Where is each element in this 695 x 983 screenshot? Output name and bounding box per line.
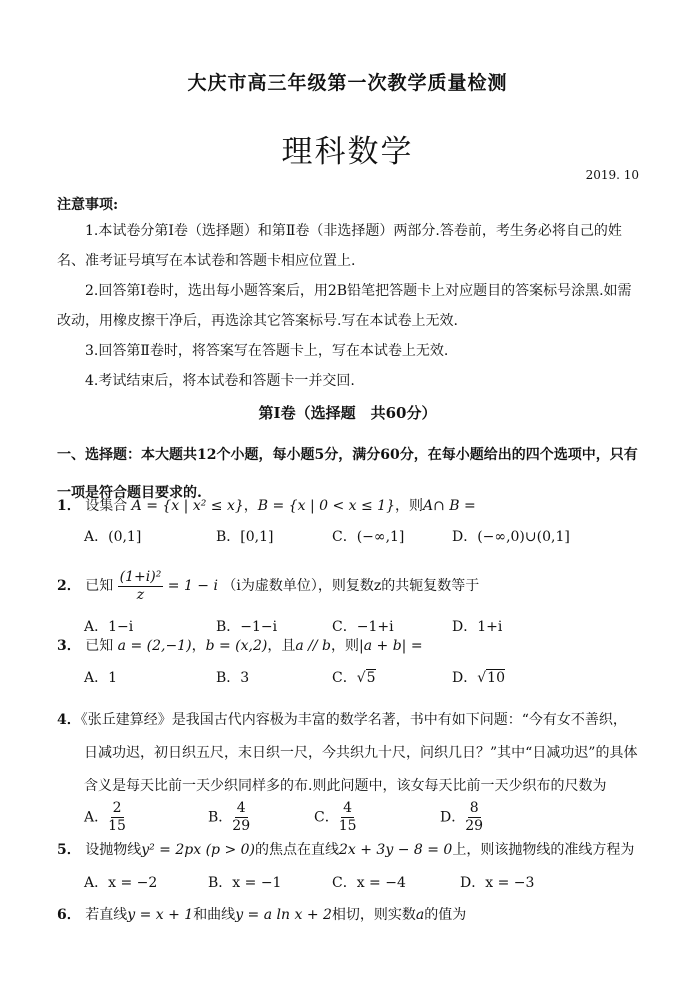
option-d: D．(−∞,0)∪(0,1]: [452, 529, 570, 545]
notice-item-1: 1.本试卷分第Ⅰ卷（选择题）和第Ⅱ卷（非选择题）两部分.答卷前，考生务必将自己的姓名、准考证号填写在本试卷和答题卡相应位置上.: [57, 223, 622, 269]
fraction-numerator: 8: [469, 800, 479, 816]
equation-rhs: = 1 − i: [167, 578, 218, 594]
separator: ，: [191, 638, 206, 654]
option-value: 1: [108, 670, 118, 686]
option-c: C．(−∞,1]: [332, 529, 405, 545]
question-4: [57, 704, 640, 803]
fraction-denominator: 15: [108, 818, 126, 834]
notice-item-3: 3.回答第Ⅱ卷时，将答案写在答题卡上，写在本试卷上无效.: [85, 343, 449, 359]
option-a: [84, 668, 117, 688]
separator: ，: [243, 498, 258, 514]
option-label: B．: [208, 809, 233, 826]
sqrt-symbol: √: [356, 670, 366, 686]
question-text: 和曲线: [193, 907, 236, 923]
question-2: [57, 568, 479, 604]
fraction-numerator: 4: [343, 800, 353, 816]
fraction-denominator: 15: [338, 818, 357, 834]
notice-item-4: 4.考试结束后，将本试卷和答题卡一并交回.: [85, 373, 355, 389]
question-text: 设抛物线: [85, 842, 142, 858]
parallel-condition: a // b: [295, 638, 331, 654]
question-text: 相切，则实数: [331, 907, 416, 923]
fraction-denominator: 29: [465, 818, 484, 834]
option-label: C．: [314, 809, 339, 826]
option-a: A．x = −2: [84, 875, 158, 891]
option-b: [216, 668, 249, 688]
option-a: A．1−i: [84, 619, 134, 635]
option-label: D．: [440, 809, 466, 826]
question-number: 6．: [57, 907, 81, 923]
option-c: [332, 668, 376, 688]
option-b: [208, 800, 250, 835]
fraction: [118, 569, 164, 604]
line-equation: y = x + 1: [127, 907, 194, 923]
vector-a: a = (2,−1): [117, 638, 192, 654]
exam-header: 大庆市高三年级第一次教学质量检测: [187, 72, 508, 94]
question-5: [57, 840, 634, 860]
fraction-numerator: 2: [112, 800, 122, 816]
option-label: A．: [84, 670, 109, 686]
option-b: B．−1−i: [216, 619, 278, 635]
question-text: 的值为: [424, 907, 467, 923]
vector-b: b = (x,2): [205, 638, 268, 654]
question-text: 若直线: [85, 907, 128, 923]
exam-title: 理科数学: [281, 134, 414, 170]
option-label: A．: [84, 809, 109, 826]
question-text: 已知: [85, 578, 114, 594]
magnitude-expr: |a + b| =: [359, 638, 423, 654]
option-b: B．x = −1: [208, 875, 282, 891]
notice-item-2: 2.回答第Ⅰ卷时，选出每小题答案后，用2B铅笔把答题卡上对应题目的答案标号涂黑.如需改动，用橡皮擦干净后，再选涂其它答案标号.写在本试卷上无效.: [57, 283, 632, 329]
option-d: [452, 668, 505, 688]
option-label: B．: [216, 670, 241, 686]
fraction-denominator: 29: [232, 818, 251, 834]
option-value: 10: [487, 670, 505, 686]
option-a: [84, 800, 126, 835]
question-text: 已知: [85, 638, 114, 654]
option-d: [440, 800, 483, 835]
part-instructions: 一、选择题：本大题共12个小题，每小题5分，满分60分，在每小题给出的四个选项中，只有一项是符合题目要求的.: [57, 447, 638, 501]
question-3: [57, 636, 423, 656]
curve-equation: y = a ln x + 2: [235, 907, 332, 923]
option-c: [314, 800, 357, 835]
line-equation: 2x + 3y − 8 = 0: [339, 842, 453, 858]
notice-heading: 注意事项:: [57, 197, 119, 213]
question-number: 3．: [57, 638, 81, 654]
question-text: ，且: [267, 638, 296, 654]
option-d: D．1+i: [452, 619, 503, 635]
question-text: 《张丘建算经》是我国古代内容极为丰富的数学名著，书中有如下问题：“今有女不善织，日减功迟，初日织五尺，末日织一尺，今共织九十尺，问织几日？”其中“日减功迟”的具体含义是每天比前一天少织同样多的布.则此问题中，该女每天比前一天少织布的尺数为: [80, 712, 638, 794]
option-value: 3: [240, 670, 250, 686]
option-value: 5: [366, 670, 376, 686]
variable: a: [415, 907, 425, 923]
set-b: B = {x | 0 < x ≤ 1}: [257, 498, 395, 514]
option-label: C．: [332, 670, 357, 686]
set-a: A = {x | x² ≤ x}: [131, 498, 244, 514]
question-number: 1．: [57, 498, 81, 514]
intersection-expr: A∩ B =: [422, 498, 476, 514]
fraction-denominator: z: [136, 586, 145, 603]
question-number: 2．: [57, 578, 81, 594]
section-title: 第Ⅰ卷（选择题 共60分）: [258, 404, 437, 422]
option-a: A．(0,1]: [84, 529, 142, 545]
question-6: [57, 905, 466, 925]
sqrt-symbol: √: [477, 670, 487, 686]
question-text: （i为虚数单位），则复数z的共轭复数等于: [222, 578, 480, 594]
option-label: D．: [452, 670, 478, 686]
option-b: B．[0,1]: [216, 529, 274, 545]
option-d: D．x = −3: [460, 875, 535, 891]
exam-date: 2019. 10: [585, 168, 639, 182]
option-c: C．x = −4: [332, 875, 406, 891]
question-text: 设集合: [85, 498, 128, 514]
question-text: ，则: [331, 638, 359, 654]
parabola-equation: y² = 2px (p > 0): [141, 842, 255, 858]
question-number: 5．: [57, 842, 81, 858]
fraction-numerator: (1+i)²: [119, 568, 162, 585]
question-text: 的焦点在直线: [255, 842, 339, 858]
question-text: ，则: [394, 498, 423, 514]
question-text: 上，则该抛物线的准线方程为: [452, 842, 635, 858]
fraction-numerator: 4: [236, 800, 246, 816]
option-c: C．−1+i: [332, 619, 394, 635]
question-1: [57, 496, 476, 516]
question-number: 4．: [57, 712, 81, 728]
